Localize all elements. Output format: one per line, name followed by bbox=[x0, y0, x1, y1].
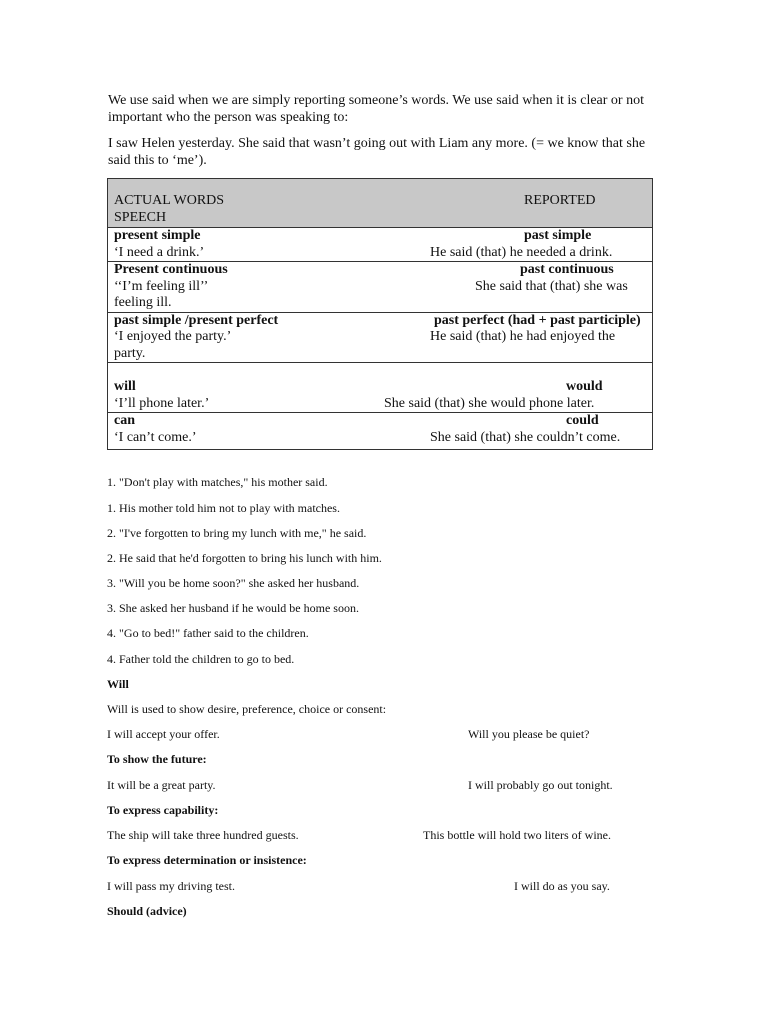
header-speech: SPEECH bbox=[114, 209, 167, 225]
actual-words: ‘I can’t come.’ bbox=[114, 429, 197, 445]
will-example-left: I will accept your offer. bbox=[107, 727, 220, 741]
tense-actual: can bbox=[114, 413, 135, 428]
table-header-row bbox=[108, 179, 653, 228]
future-example-left: It will be a great party. bbox=[107, 778, 216, 792]
header-reported: REPORTED bbox=[524, 193, 596, 208]
actual-words-continued: party. bbox=[114, 345, 146, 361]
actual-words: ‘I need a drink.’ bbox=[114, 244, 205, 260]
reported-words: She said that (that) she was bbox=[475, 278, 628, 294]
will-example-right: Will you please be quiet? bbox=[468, 727, 590, 741]
table-row bbox=[108, 413, 653, 450]
reported-words: He said (that) he had enjoyed the bbox=[430, 329, 616, 344]
determination-example-right: I will do as you say. bbox=[514, 879, 610, 893]
actual-words: ‘I’ll phone later.’ bbox=[114, 395, 210, 411]
header-actual-words: ACTUAL WORDS bbox=[114, 193, 225, 208]
actual-words: ‘I enjoyed the party.’ bbox=[114, 329, 232, 344]
capability-example-left: The ship will take three hundred guests. bbox=[107, 828, 299, 842]
reported-words: She said (that) she would phone later. bbox=[384, 395, 595, 411]
tense-actual: past simple /present perfect bbox=[114, 312, 279, 328]
table-row bbox=[108, 228, 653, 262]
example-sentence: 3. She asked her husband if he would be home soon. bbox=[107, 601, 359, 615]
example-sentence: 3. "Will you be home soon?" she asked her husband. bbox=[107, 576, 360, 590]
reported-speech-table bbox=[107, 178, 653, 450]
should-heading: Should (advice) bbox=[107, 904, 187, 918]
table-row bbox=[108, 312, 653, 363]
future-example-right: I will probably go out tonight. bbox=[468, 778, 613, 792]
tense-reported: past simple bbox=[524, 228, 592, 243]
tense-reported: could bbox=[566, 413, 599, 428]
intro-paragraph-2: I saw Helen yesterday. She said that wasn’t going out with Liam any more. (= we know that she said this to ‘me’). bbox=[108, 136, 646, 168]
actual-words-continued: feeling ill. bbox=[114, 295, 172, 310]
tense-actual: will bbox=[114, 379, 136, 394]
reported-words: He said (that) he needed a drink. bbox=[430, 244, 613, 260]
tense-actual: present simple bbox=[114, 228, 201, 243]
tense-reported: would bbox=[566, 379, 603, 394]
reported-words: She said (that) she couldn’t come. bbox=[430, 429, 621, 445]
will-heading: Will bbox=[107, 677, 129, 691]
table-row bbox=[108, 363, 653, 413]
example-sentence: 1. His mother told him not to play with matches. bbox=[107, 501, 340, 515]
intro-paragraph-1: We use said when we are simply reporting someone’s words. We use said when it is clear or not important who the person was speaking to: bbox=[108, 93, 644, 125]
example-sentence: 1. "Don't play with matches," his mother said. bbox=[107, 475, 328, 489]
example-sentence: 4. Father told the children to go to bed. bbox=[107, 652, 295, 666]
will-description: Will is used to show desire, preference, choice or consent: bbox=[107, 702, 387, 716]
actual-words: ‘‘I’m feeling ill’’ bbox=[114, 278, 209, 294]
example-sentence: 2. "I've forgotten to bring my lunch with me," he said. bbox=[107, 526, 367, 540]
tense-reported: past perfect (had + past participle) bbox=[434, 312, 641, 328]
capability-example-right: This bottle will hold two liters of wine. bbox=[423, 828, 611, 842]
table-row bbox=[108, 262, 653, 313]
determination-example-left: I will pass my driving test. bbox=[107, 879, 235, 893]
tense-reported: past continuous bbox=[520, 262, 614, 277]
capability-heading: To express capability: bbox=[107, 803, 219, 817]
determination-heading: To express determination or insistence: bbox=[107, 853, 307, 867]
example-sentence: 2. He said that he'd forgotten to bring his lunch with him. bbox=[107, 551, 382, 565]
tense-actual: Present continuous bbox=[114, 262, 228, 277]
example-sentence: 4. "Go to bed!" father said to the children. bbox=[107, 626, 309, 640]
future-heading: To show the future: bbox=[107, 752, 207, 766]
